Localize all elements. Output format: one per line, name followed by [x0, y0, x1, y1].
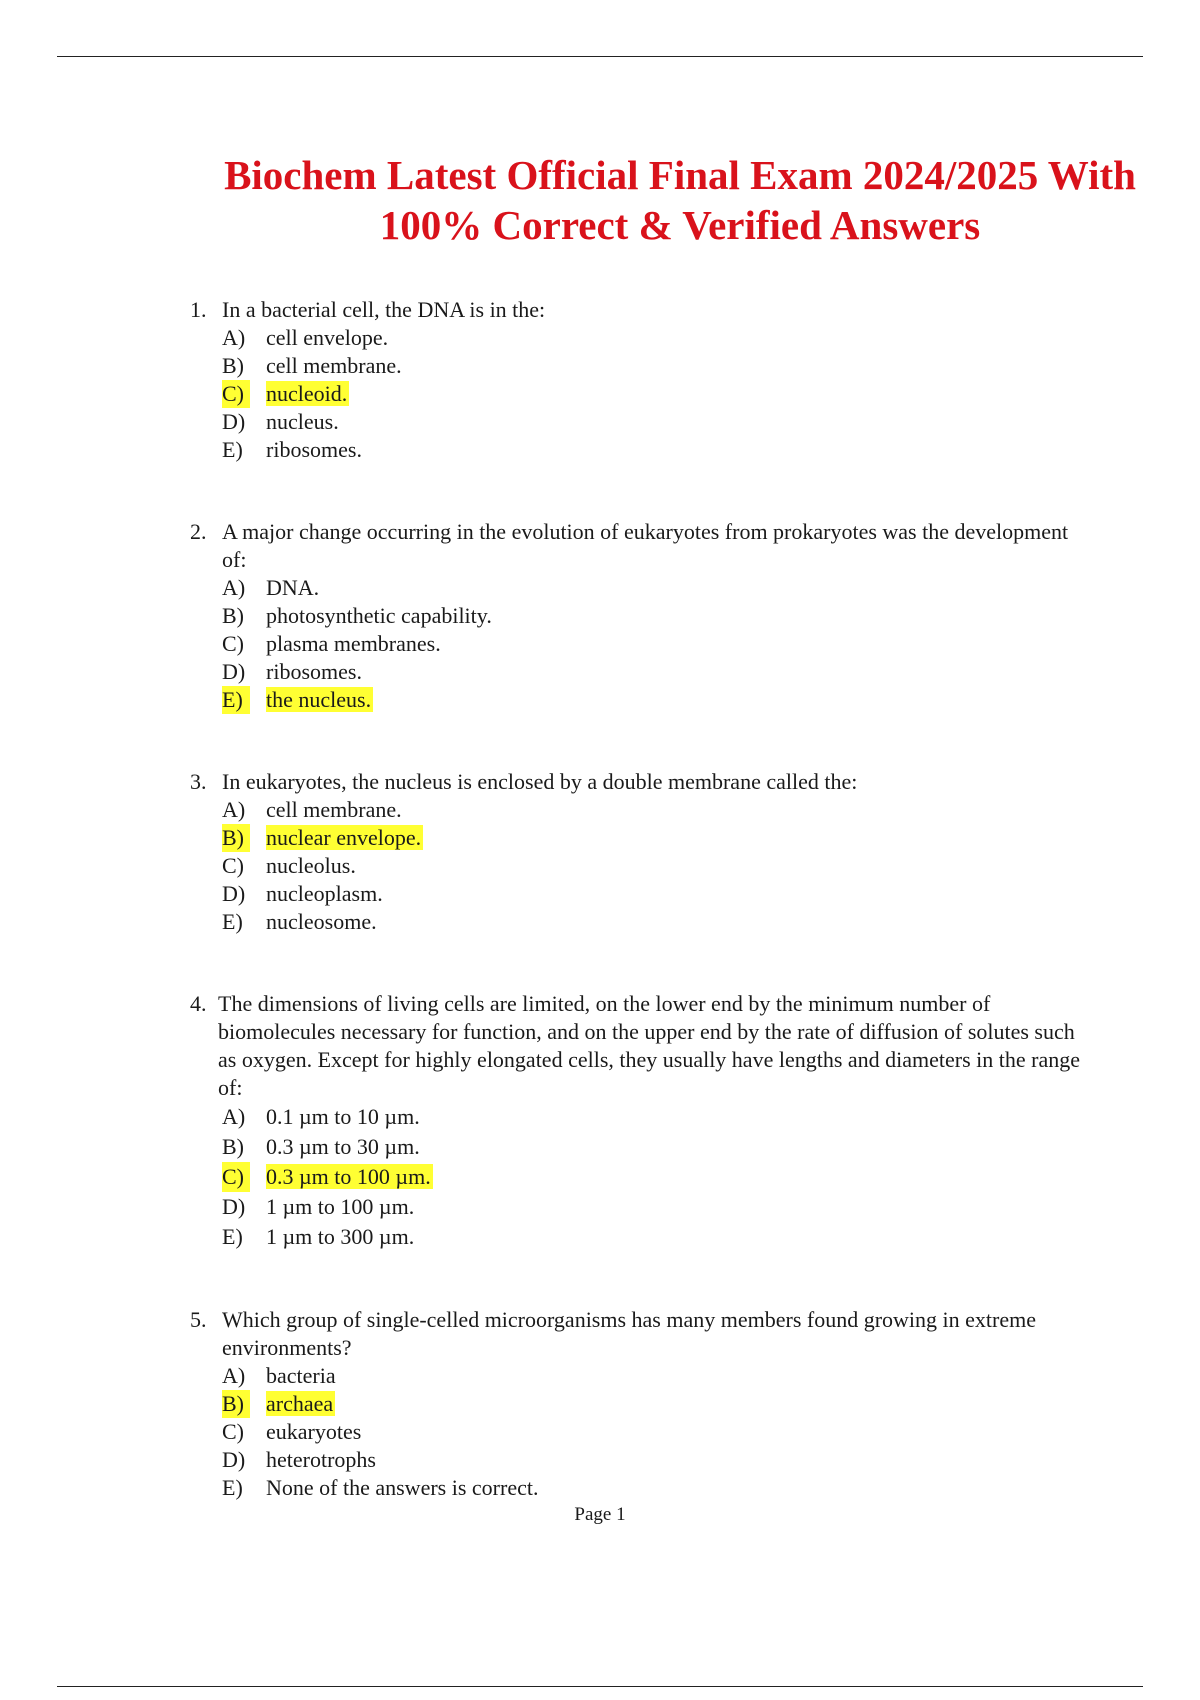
option-label: B)	[222, 353, 244, 378]
option-list	[190, 1102, 1090, 1252]
option-text: nucleoid.	[266, 381, 348, 406]
option-text: eukaryotes	[266, 1419, 362, 1444]
option-label: D)	[222, 1194, 246, 1219]
question-2	[190, 518, 1090, 714]
question-stem	[190, 296, 1090, 324]
option-b	[222, 1132, 1090, 1162]
option-c	[222, 852, 1090, 880]
option-text: nuclear envelope.	[266, 825, 422, 850]
option-text: 0.3 µm to 30 µm.	[266, 1134, 420, 1159]
option-label: D)	[222, 881, 246, 906]
option-e	[222, 908, 1090, 936]
option-text: cell membrane.	[266, 797, 402, 822]
option-a	[222, 796, 1090, 824]
option-label: E)	[222, 686, 266, 714]
option-text: plasma membranes.	[266, 631, 441, 656]
option-text: DNA.	[266, 575, 320, 600]
question-number: 2.	[190, 519, 207, 544]
option-label: A)	[222, 797, 246, 822]
question-3	[190, 768, 1090, 936]
option-c-correct-answer	[222, 1162, 1090, 1192]
option-text: bacteria	[266, 1363, 336, 1388]
question-text: In eukaryotes, the nucleus is enclosed by a double membrane called the:	[222, 769, 858, 794]
bottom-rule	[57, 1686, 1143, 1687]
option-b-correct-answer	[222, 1390, 1090, 1418]
option-text: nucleosome.	[266, 909, 377, 934]
option-a	[222, 1362, 1090, 1390]
document-title	[180, 150, 1180, 250]
option-label: B)	[222, 824, 266, 852]
option-text: ribosomes.	[266, 437, 362, 462]
option-e	[222, 1474, 1090, 1502]
option-label: C)	[222, 380, 266, 408]
option-label: A)	[222, 1104, 246, 1129]
option-label: B)	[222, 603, 244, 628]
title-line-1: Biochem Latest Official Final Exam 2024/2025 With	[224, 152, 1136, 198]
option-text: 0.1 µm to 10 µm.	[266, 1104, 420, 1129]
option-text: cell envelope.	[266, 325, 389, 350]
option-label: E)	[222, 1224, 243, 1249]
option-text: cell membrane.	[266, 353, 402, 378]
option-label: E)	[222, 909, 243, 934]
title-line-2: 100% Correct & Verified Answers	[379, 202, 981, 248]
option-label: D)	[222, 1447, 246, 1472]
option-label: B)	[222, 1390, 266, 1418]
option-e-correct-answer	[222, 686, 1090, 714]
option-text: nucleoplasm.	[266, 881, 383, 906]
option-b	[222, 602, 1090, 630]
option-label: D)	[222, 409, 246, 434]
question-stem	[190, 518, 1090, 574]
option-label: A)	[222, 325, 246, 350]
option-text: heterotrophs	[266, 1447, 376, 1472]
question-stem	[190, 768, 1090, 796]
option-d	[222, 658, 1090, 686]
option-list	[190, 796, 1090, 936]
option-c	[222, 1418, 1090, 1446]
option-list	[190, 324, 1090, 464]
option-d	[222, 880, 1090, 908]
option-e	[222, 1222, 1090, 1252]
question-number: 3.	[190, 769, 207, 794]
question-number: 4.	[190, 991, 207, 1016]
option-text: 1 µm to 100 µm.	[266, 1194, 415, 1219]
option-label: C)	[222, 631, 244, 656]
option-list	[190, 574, 1090, 714]
top-rule	[57, 56, 1143, 57]
option-a	[222, 574, 1090, 602]
option-c	[222, 630, 1090, 658]
option-text: photosynthetic capability.	[266, 603, 492, 628]
question-text: A major change occurring in the evolution of eukaryotes from prokaryotes was the development of:	[222, 519, 1069, 572]
option-label: A)	[222, 1363, 246, 1388]
option-label: E)	[222, 1475, 243, 1500]
option-b-correct-answer	[222, 824, 1090, 852]
question-4	[190, 990, 1090, 1252]
question-text: In a bacterial cell, the DNA is in the:	[222, 297, 546, 322]
page-number: Page 1	[574, 1504, 626, 1525]
option-d	[222, 1446, 1090, 1474]
option-label: C)	[222, 853, 244, 878]
option-text: the nucleus.	[266, 687, 372, 712]
question-text: Which group of single-celled microorganisms has many members found growing in extreme environments?	[222, 1307, 1036, 1360]
option-text: archaea	[266, 1391, 334, 1416]
option-text: None of the answers is correct.	[266, 1475, 539, 1500]
option-e	[222, 436, 1090, 464]
option-text: 1 µm to 300 µm.	[266, 1224, 415, 1249]
option-label: C)	[222, 1419, 244, 1444]
option-d	[222, 1192, 1090, 1222]
option-label: D)	[222, 659, 246, 684]
option-text: nucleus.	[266, 409, 339, 434]
question-text: The dimensions of living cells are limited, on the lower end by the minimum number of biomolecules necessary for function, and on the upper end by the rate of diffusion of solutes such as oxygen. Except for highly elongated cells, they usually have lengths and diameters in the range of:	[218, 991, 1081, 1100]
option-b	[222, 352, 1090, 380]
option-d	[222, 408, 1090, 436]
question-number: 1.	[190, 297, 207, 322]
question-5	[190, 1306, 1090, 1502]
option-label: E)	[222, 437, 243, 462]
option-a	[222, 324, 1090, 352]
option-text: 0.3 µm to 100 µm.	[266, 1164, 431, 1189]
question-stem	[190, 1306, 1090, 1362]
question-stem	[190, 990, 1090, 1102]
option-list	[190, 1362, 1090, 1502]
option-c-correct-answer	[222, 380, 1090, 408]
option-label: C)	[222, 1162, 266, 1192]
question-1	[190, 296, 1090, 464]
option-label: B)	[222, 1134, 244, 1159]
option-label: A)	[222, 575, 246, 600]
option-a	[222, 1102, 1090, 1132]
question-number: 5.	[190, 1307, 207, 1332]
option-text: ribosomes.	[266, 659, 362, 684]
option-text: nucleolus.	[266, 853, 356, 878]
